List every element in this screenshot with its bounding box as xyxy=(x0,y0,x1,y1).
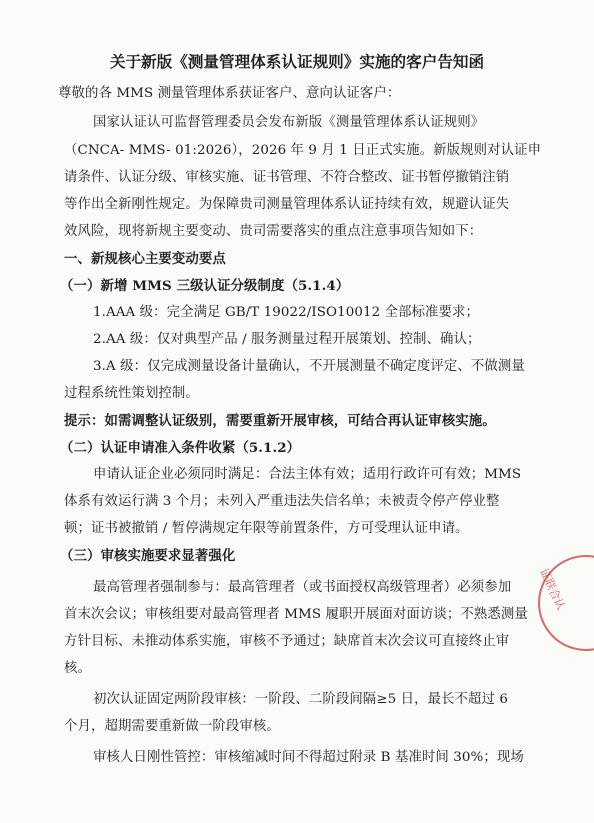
seal-text: 证联合认 xyxy=(537,566,568,612)
sub3-p1-line-2: 首末次会议；审核组要对最高管理者 MMS 履职开展面对面访谈；不熟悉测量 xyxy=(64,607,528,622)
sub2-line-3: 顿；证书被撤销 / 暂停满规定年限等前置条件，方可受理认证申请。 xyxy=(64,521,469,536)
level-item-aaa: 1.AAA 级：完全满足 GB/T 19022/ISO10012 全部标准要求； xyxy=(93,305,480,320)
tip-note: 提示：如需调整认证级别，需要重新开展审核，可结合再认证审核实施。 xyxy=(64,413,496,429)
sub3-p3-line-1: 审核人日刚性管控：审核缩减时间不得超过附录 B 基准时间 30%；现场 xyxy=(93,750,524,765)
sub2-line-2: 体系有效运行满 3 个月；未列入严重违法失信名单；未被责令停产停业整 xyxy=(64,494,500,509)
document-title: 关于新版《测量管理体系认证规则》实施的客户告知函 xyxy=(109,52,485,71)
subsection-heading-1: （一）新增 MMS 三级认证分级制度（5.1.4） xyxy=(60,278,350,294)
subsection-heading-2: （二）认证申请准入条件收紧（5.1.2） xyxy=(60,440,301,456)
sub3-p1-line-4: 核。 xyxy=(64,661,91,676)
section-heading-1: 一、新规核心主要变动要点 xyxy=(64,251,226,267)
intro-line-1: 国家认证认可监督管理委员会发布新版《测量管理体系认证规则》 xyxy=(93,115,485,130)
level-item-a: 3.A 级：仅完成测量设备计量确认，不开展测量不确定度评定、不做测量 xyxy=(93,359,525,374)
greeting: 尊敬的各 MMS 测量管理体系获证客户、意向认证客户： xyxy=(58,86,401,101)
intro-line-5: 效风险，现将新规主要变动、贵司需要落实的重点注意事项告知如下： xyxy=(64,224,483,239)
sub3-p2-line-2: 个月，超期需要重新做一阶段审核。 xyxy=(64,719,280,734)
sub2-line-1: 申请认证企业必须同时满足：合法主体有效；适用行政许可有效；MMS xyxy=(93,467,522,482)
intro-line-2: （CNCA- MMS- 01:2026），2026 年 9 月 1 日正式实施。新版规则对认证申 xyxy=(64,143,542,158)
level-item-a-cont: 过程系统性策划控制。 xyxy=(64,386,199,401)
subsection-heading-3: （三）审核实施要求显著强化 xyxy=(60,548,236,564)
sub3-p1-line-3: 方针目标、未推动体系实施，审核不予通过；缺席首末次会议可直接终止审 xyxy=(64,634,510,649)
level-item-aa: 2.AA 级：仅对典型产品 / 服务测量过程开展策划、控制、确认； xyxy=(93,332,481,347)
sub3-p2-line-1: 初次认证固定两阶段审核：一阶段、二阶段间隔≥5 日，最长不超过 6 xyxy=(93,692,509,707)
intro-line-3: 请条件、认证分级、审核实施、证书管理、不符合整改、证书暂停撤销注销 xyxy=(64,170,510,185)
intro-line-4: 等作出全新刚性规定。为保障贵司测量管理体系认证持续有效，规避认证失 xyxy=(64,197,510,212)
sub3-p1-line-1: 最高管理者强制参与：最高管理者（或书面授权高级管理者）必须参加 xyxy=(93,580,512,595)
